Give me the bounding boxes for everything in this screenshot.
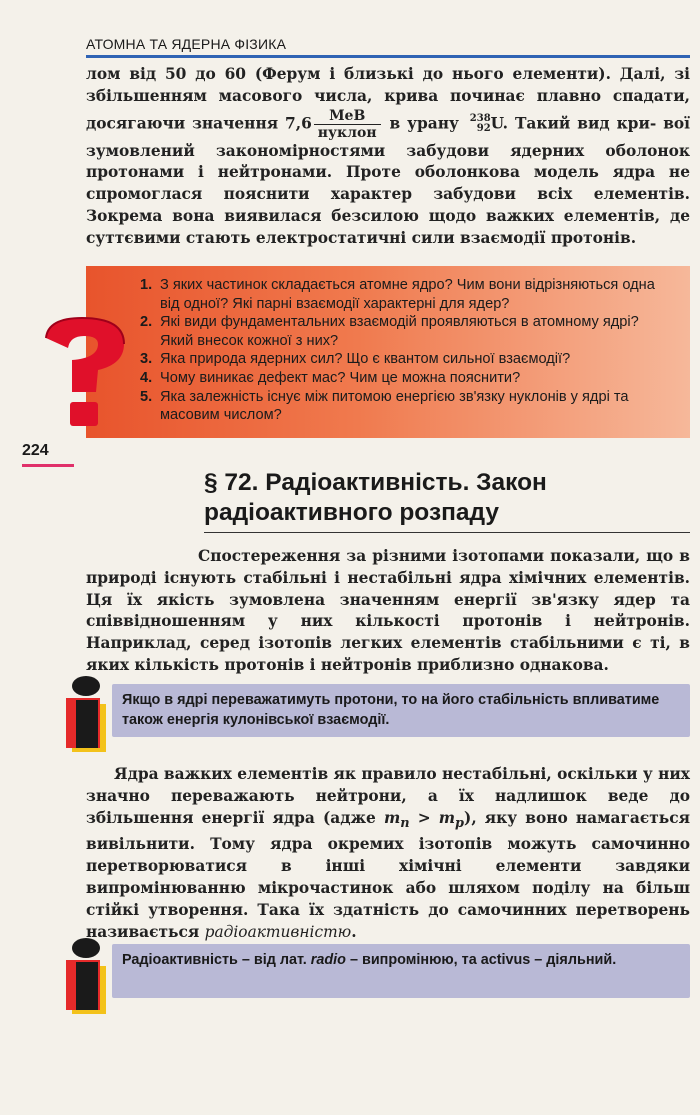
intro-paragraph — [86, 64, 690, 250]
question-mark-icon — [38, 314, 128, 434]
question-item: 1. З яких частинок складається атомне ядро? Чим вони відрізняються одна від одної? Які парні взаємодії характерні для ядер? — [140, 277, 655, 312]
intro-line2-mid: в урану — [382, 114, 466, 133]
question-item: 4. Чому виникає дефект мас? Чим це можна пояснити? — [140, 369, 521, 386]
latin-radio: radio — [310, 952, 346, 968]
intro-line2-pre: досягаючи значення 7,6 — [86, 114, 312, 133]
question-item: 5. Яка залежність існує між питомою енергією зв'язку нуклонів у ядрі та масовим числом? — [140, 388, 629, 424]
isotope-charge: 92 — [476, 123, 491, 135]
mass-symbol-p: $m_p$ — [438, 808, 465, 831]
info-icon — [62, 674, 118, 754]
section-title-line1: § 72. Радіоактивність. Закон — [204, 469, 547, 496]
mass-symbol-n: $m_n$ — [383, 808, 410, 831]
mev-per-nucleon-fraction — [314, 108, 381, 141]
questions-list — [140, 276, 660, 425]
fraction-denominator: нуклон — [317, 124, 377, 141]
info-box-definition: Радіоактивність – від лат. radio – випромінюю, та activus – діяльний. — [112, 944, 690, 998]
term-radioactivity: радіоактивністю — [204, 922, 352, 941]
isotope-mass: 238 — [469, 113, 491, 125]
info-box-coulomb: Якщо в ядрі переважатимуть протони, то на його стабільність впливатиме також енергія кулонівської взаємодії. — [112, 684, 690, 737]
intro-line1: лом від 50 до 60 (Ферум і близькі до нього елементи). Далі, зі збільшенням масового числа, крива починає плавно спадати, — [86, 65, 690, 105]
body-paragraph-2: Ядра важких елементів як правило нестабільні, оскільки у них значно переважають нейтрони, а їх надлишок веде до збільшення енергії ядра (адже $m_n > m_p$), яку воно намагається вивільнити. Тому ядра окремих ізотопів можуть самочинно перетворюватися в інші хімічні елементи завдяки випромінюванню мікрочастинок або шляхом поділу на більш стійкі утворення. Така їх здатність до самочинних перетворень називається радіоактивністю. — [86, 765, 690, 941]
question-item: 2. Які види фундаментальних взаємодій проявляються в атомному ядрі? Який внесок кожної з них? — [140, 314, 639, 349]
page-number: 224 — [22, 442, 74, 467]
section-title-line2: радіоактивного розпаду — [204, 499, 500, 526]
question-item: 3. Яка природа ядерних сил? Що є квантом сильної взаємодії? — [140, 351, 571, 368]
intro-rest: вої зумовлений закономірностями забудови ядерних оболонок протонами і нейтронами. Проте оболонкова модель ядра не спромоглася пояснити характер забудови всіх елементів. Зокрема вона виявилася безсилою щодо важких елементів, де суттєвими стають електростатичні сили взаємодії протонів. — [86, 114, 690, 247]
info-icon — [62, 936, 118, 1016]
section-title — [204, 468, 690, 533]
fraction-numerator: МеВ — [314, 108, 381, 125]
uranium-isotope — [470, 114, 491, 134]
intro-line2-post: U. Такий вид кри- — [490, 114, 657, 133]
body-paragraph-1: Спостереження за різними ізотопами показали, що в природі існують стабільні і нестабільні ядра хімічних елементів. Ця їх якість зумовлена значенням енергії зв'язку ядер та співвідношенням у них кількості протонів і нейтронів. Наприклад, серед ізотопів легких елементів стабільними є ті, в яких кількість протонів і нейтронів приблизно однакова. — [86, 547, 690, 674]
running-header: АТОМНА ТА ЯДЕРНА ФІЗИКА — [86, 36, 690, 58]
